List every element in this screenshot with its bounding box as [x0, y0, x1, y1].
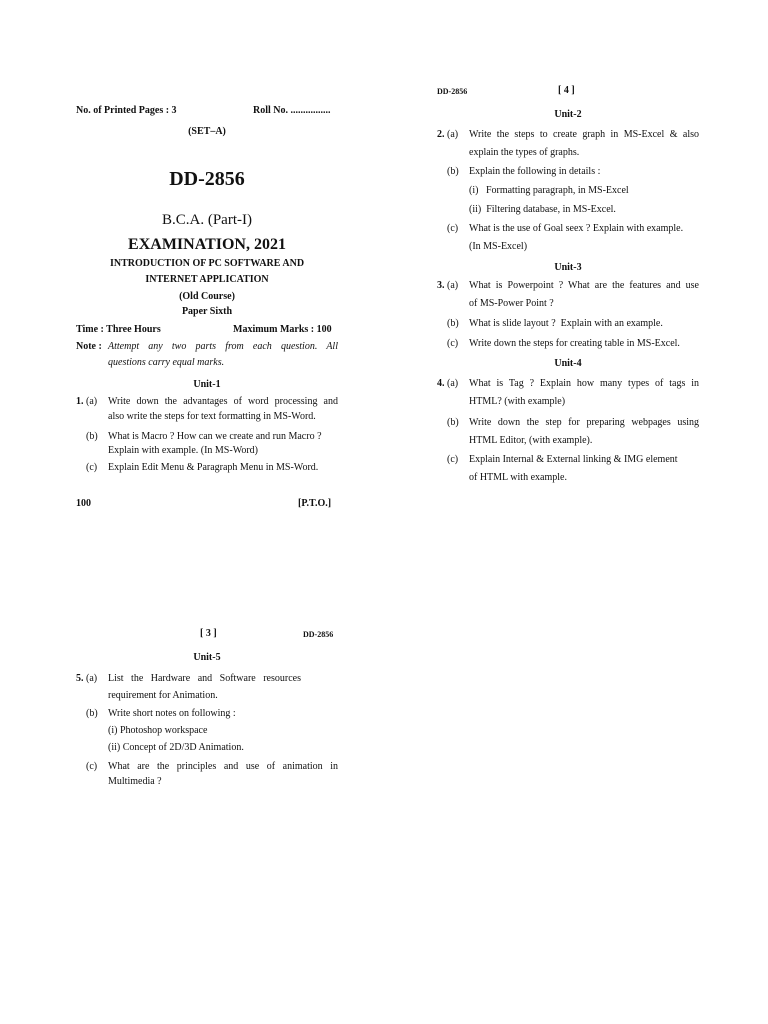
- q2a-label: (a): [447, 129, 459, 140]
- q3a-label: (a): [447, 280, 459, 291]
- q2b-item-i: (i) Formatting paragraph, in MS-Excel: [469, 185, 629, 196]
- q1c-line-1: Explain Edit Menu & Paragraph Menu in MS-Word.: [108, 462, 319, 473]
- q1c-label: (c): [86, 462, 98, 473]
- q4b-label: (b): [447, 417, 459, 428]
- q3a-line-1: What is Powerpoint ? What are the features and use: [469, 280, 699, 291]
- note-line-1: Attempt any two parts from each question. All: [108, 341, 338, 352]
- page4-code: DD-2856: [437, 87, 468, 96]
- q2c-label: (c): [447, 223, 459, 234]
- unit-3-heading: Unit-3: [554, 262, 582, 273]
- unit-2-heading: Unit-2: [554, 109, 582, 120]
- q4c-line-2: of HTML with example.: [469, 472, 567, 483]
- q3c-line-1: Write down the steps for creating table in MS-Excel.: [469, 338, 680, 349]
- q5c-label: (c): [86, 761, 98, 772]
- q2c-line-1: What is the use of Goal seex ? Explain with example.: [469, 223, 684, 234]
- printed-pages: No. of Printed Pages : 3: [76, 105, 177, 116]
- course-title: B.C.A. (Part-I): [162, 212, 252, 228]
- note-line-2: questions carry equal marks.: [108, 357, 225, 368]
- set-label: (SET–A): [188, 126, 226, 137]
- maximum-marks: Maximum Marks : 100: [233, 324, 332, 335]
- q3a-line-2: of MS-Power Point ?: [469, 298, 554, 309]
- q3-number: 3.: [437, 280, 445, 291]
- paper-code: DD-2856: [169, 168, 245, 190]
- q4b-line-1: Write down the step for preparing webpages using: [469, 417, 699, 428]
- footer-pto: [P.T.O.]: [298, 498, 332, 509]
- time-allowed: Time : Three Hours: [76, 324, 161, 335]
- q2b-label: (b): [447, 166, 459, 177]
- q2a-line-2: explain the types of graphs.: [469, 147, 580, 158]
- page3-number: [ 3 ]: [200, 628, 217, 639]
- q5a-label: (a): [86, 673, 98, 684]
- footer-page-count: 100: [76, 498, 91, 509]
- q4b-line-2: HTML Editor, (with example).: [469, 435, 593, 446]
- q2c-line-2: (In MS-Excel): [469, 241, 528, 252]
- page4-number: [ 4 ]: [558, 85, 575, 96]
- paper-number: Paper Sixth: [181, 306, 233, 317]
- q1b-line-1: What is Macro ? How can we create and run Macro ?: [108, 431, 322, 442]
- q4a-line-2: HTML? (with example): [469, 396, 566, 407]
- note-label: Note :: [76, 341, 102, 352]
- q5c-line-2: Multimedia ?: [108, 776, 162, 787]
- q2b-item-ii: (ii) Filtering database, in MS-Excel.: [469, 204, 616, 215]
- q1b-label: (b): [86, 431, 98, 442]
- q5b-item-ii: (ii) Concept of 2D/3D Animation.: [108, 742, 244, 753]
- q1b-line-2: Explain with example. (In MS-Word): [108, 445, 258, 456]
- q5b-line-1: Write short notes on following :: [108, 708, 236, 719]
- q5a-line-2: requirement for Animation.: [108, 690, 218, 701]
- q1-number: 1.: [76, 396, 84, 407]
- exam-title: EXAMINATION, 2021: [128, 236, 286, 253]
- unit-1-heading: Unit-1: [193, 379, 221, 390]
- subject-line-2: INTERNET APPLICATION: [145, 274, 269, 285]
- unit-5-heading: Unit-5: [193, 652, 221, 663]
- q5c-line-1: What are the principles and use of animation in: [108, 761, 338, 772]
- q3b-line-1: What is slide layout ? Explain with an example.: [469, 318, 663, 329]
- page3-code: DD-2856: [303, 630, 334, 639]
- q4a-label: (a): [447, 378, 459, 389]
- q4-number: 4.: [437, 378, 445, 389]
- q5b-item-i: (i) Photoshop workspace: [108, 725, 208, 736]
- q3b-label: (b): [447, 318, 459, 329]
- q5a-line-1: List the Hardware and Software resources: [108, 673, 301, 684]
- q2a-line-1: Write the steps to create graph in MS-Excel & also: [469, 129, 699, 140]
- unit-4-heading: Unit-4: [554, 358, 582, 369]
- subject-line-1: INTRODUCTION OF PC SOFTWARE AND: [109, 258, 305, 269]
- q5-number: 5.: [76, 673, 84, 684]
- q4c-line-1: Explain Internal & External linking & IMG element: [469, 454, 678, 465]
- q5b-label: (b): [86, 708, 98, 719]
- q4a-line-1: What is Tag ? Explain how many types of tags in: [469, 378, 699, 389]
- q1a-line-1: Write down the advantages of word processing and: [108, 396, 338, 407]
- old-course: (Old Course): [179, 291, 235, 302]
- q2-number: 2.: [437, 129, 445, 140]
- roll-no: Roll No. ................: [253, 105, 331, 116]
- q1a-line-2: also write the steps for text formatting in MS-Word.: [108, 411, 316, 422]
- q2b-line-1: Explain the following in details :: [469, 166, 601, 177]
- q3c-label: (c): [447, 338, 459, 349]
- q4c-label: (c): [447, 454, 459, 465]
- q1a-label: (a): [86, 396, 98, 407]
